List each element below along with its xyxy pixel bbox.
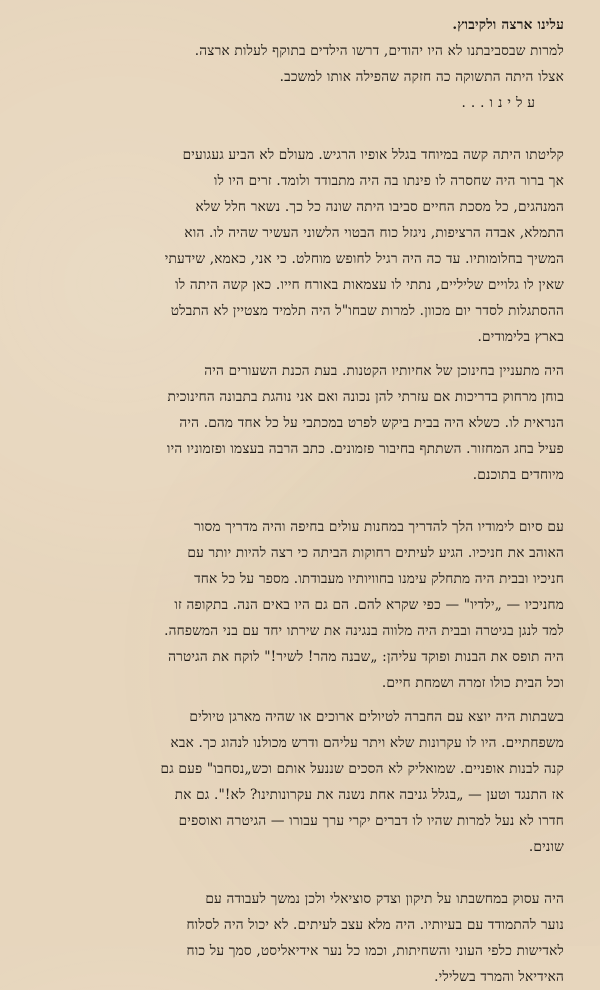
paragraph-1 bbox=[30, 12, 564, 116]
text-line: האידיאל והמרד בשלילי. bbox=[434, 969, 564, 985]
text-line: חניכיו ובבית היה מתחלק עימנו בחוויותיו מעבודתו. מספר על כל אחד bbox=[194, 571, 564, 587]
text-line: היה מתעניין בחינוכן של אחיותיו הקטנות. בעת הכנת השעורים היה bbox=[204, 363, 564, 379]
text-line: אז התנגד וטען — „בגלל גניבה אחת נשנה את עקרונותינו? לא!". גם את bbox=[174, 787, 564, 803]
text-line: שונים. bbox=[528, 839, 564, 855]
text-line: קליטתו היתה קשה במיוחד בגלל אופיו הרגיש. מעולם לא הביע געגועים bbox=[182, 147, 564, 163]
paragraph-4 bbox=[30, 514, 564, 696]
paragraph-2 bbox=[30, 142, 564, 350]
text-line: בשבתות היה יוצא עם החברה לטיולים ארוכים או שהיה מארגן טיולים bbox=[189, 709, 564, 725]
text-line: מחניכיו — „ילדיו" — כפי שקרא להם. הם גם היו באים הנה. בתקופה זו bbox=[174, 597, 564, 613]
text-line: המשיך בחלומותיו. עד כה היה רגיל לחופש מוחלט. כי אני, כאמא, שידעתי bbox=[164, 251, 564, 267]
text-line: למרות שבסביבתנו לא היו יהודים, דרשו הילדים בתוקף לעלות ארצה. bbox=[194, 43, 564, 59]
text-line: ההסתגלות לסדר יום מכוון. למרות שבחו"ל היה תלמיד מצטיין לא התבלט bbox=[170, 303, 564, 319]
text-line: קנה לבנות אופניים. שמואליק לא הסכים שננעל אותם וכש„נסחבו" פעם גם bbox=[160, 761, 564, 777]
text-line: וכל הבית כולו זמרה ושמחת חיים. bbox=[381, 675, 564, 691]
paragraph-5 bbox=[30, 704, 564, 860]
paragraph-3 bbox=[30, 358, 564, 488]
text-line: עלינו... bbox=[461, 95, 540, 111]
text-line: היה עסוק במחשבתו על תיקון וצדק סוציאלי ולכן נמשך לעבודה עם bbox=[205, 891, 564, 907]
text-line: נוער להתמודד עם בעיותיו. היה מלא עצב לעיתים. לא יכול היה לסלוח bbox=[186, 917, 564, 933]
text-line: אצלו היתה התשוקה כה חזקה שהפילה אותו למשכב. bbox=[279, 69, 564, 85]
text-line: בוחן מרחוק בדריכות אם עזרתי להן נכונה ואם אני נוהגת בתבונה החינוכית bbox=[167, 389, 564, 405]
text-line: עם סיום לימודיו הלך להדריך במחנות עולים בחיפה והיה מדריך מסור bbox=[193, 519, 564, 535]
text-line: פעיל בחג המחזור. השתתף בחיבור פזמונים. כתב הרבה בעצמו ופזמוניו היו bbox=[166, 441, 564, 457]
text-line: הנראית לו. כשלא היה בבית ביקש לפרט במכתבי על כל אחד מהם. היה bbox=[179, 415, 564, 431]
text-line: היה תופס את הבנות ופוקד עליהן: „שבנה מהר! לשיר!" לוקח את הגיטרה bbox=[168, 649, 564, 665]
text-line: לאדישות כלפי העוני והשחיתות, וכמו כל נער אידיאליסט, סמך על כוח bbox=[186, 943, 564, 959]
text-line: עלינו ארצה ולקיבוץ. bbox=[452, 17, 564, 33]
text-line: שאין לו גלויים שליליים, נתתי לו עצמאות באורח חייו. כאן קשה היתה לו bbox=[175, 277, 564, 293]
text-line: בארץ בלימודים. bbox=[477, 329, 564, 345]
text-line: מיוחדים בתוכנם. bbox=[472, 467, 564, 483]
text-line: אך ברור היה שחסרה לו פינתו בה היה מתבודד ולומד. זרים היו לו bbox=[213, 173, 564, 189]
text-line: למד לנגן בגיטרה ובבית היה מלווה בנגינה את שירתו יחד עם בני המשפחה. bbox=[164, 623, 564, 639]
paragraph-6 bbox=[30, 886, 564, 990]
text-line: האוהב את חניכיו. הגיע לעיתים רחוקות הביתה כי רצה להיות יותר עם bbox=[187, 545, 564, 561]
text-line: התמלא, אבדה הרציפות, ניגזל כוח הבטוי הלשוני העשיר שהיה לו. הוא bbox=[184, 225, 564, 241]
text-line: המנהגים, כל מסכת החיים סביבו היתה שונה כל כך. נשאר חלל שלא bbox=[195, 199, 564, 215]
text-line: משפחתיים. היו לו עקרונות שלא ויתר עליהם ודרש מכולנו לנהוג כך. אבא bbox=[170, 735, 564, 751]
text-line: חדרו לא נעל למרות שהיו לו דברים יקרי ערך עבורו — הגיטרה ואוספים bbox=[178, 813, 564, 829]
